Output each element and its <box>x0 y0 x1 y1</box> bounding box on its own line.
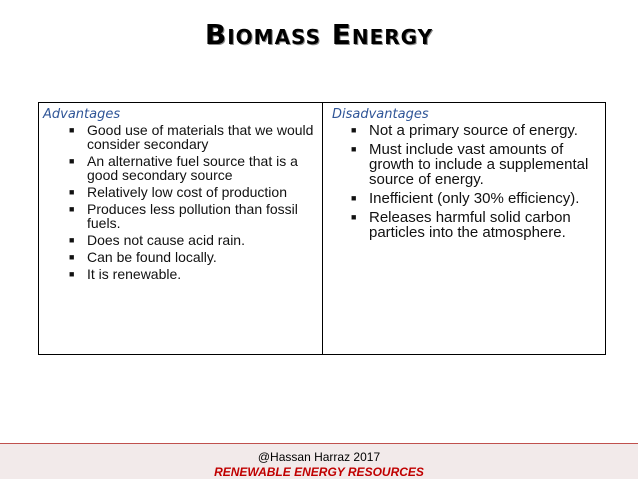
pros-cons-table <box>38 102 606 355</box>
advantages-item-text: Produces less pollution than fossil fuels. <box>87 201 298 231</box>
square-bullet-icon: ■ <box>69 235 75 245</box>
advantages-item <box>67 233 314 247</box>
square-bullet-icon: ■ <box>351 144 357 154</box>
advantages-item-text: Can be found locally. <box>87 249 217 265</box>
disadvantages-heading: Disadvantages <box>332 107 429 122</box>
disadvantages-item-text: Inefficient (only 30% efficiency). <box>369 190 580 207</box>
advantages-item-text: It is renewable. <box>87 266 182 282</box>
advantages-item-text: Good use of materials that we would consider secondary <box>87 122 314 152</box>
advantages-item-text: Does not cause acid rain. <box>87 232 245 248</box>
square-bullet-icon: ■ <box>351 125 357 135</box>
slide-title: Biomass Energy <box>204 18 434 51</box>
square-bullet-icon: ■ <box>69 269 75 279</box>
square-bullet-icon: ■ <box>69 187 75 197</box>
advantages-item <box>67 250 314 264</box>
advantages-column <box>39 103 323 354</box>
advantages-item <box>67 154 314 182</box>
advantages-item <box>67 185 314 199</box>
advantages-item-text: An alternative fuel source that is a good secondary source <box>87 153 298 183</box>
disadvantages-column <box>323 103 605 354</box>
footer-subtitle: RENEWABLE ENERGY RESOURCES <box>214 465 424 479</box>
disadvantages-item-text: Releases harmful solid carbon particles into the atmosphere. <box>369 209 571 241</box>
advantages-list <box>39 123 322 281</box>
disadvantages-item <box>349 191 589 206</box>
advantages-item-text: Relatively low cost of production <box>87 184 287 200</box>
advantages-heading: Advantages <box>43 107 121 122</box>
square-bullet-icon: ■ <box>69 252 75 262</box>
disadvantages-item-text: Not a primary source of energy. <box>369 122 578 139</box>
disadvantages-item <box>349 142 589 187</box>
square-bullet-icon: ■ <box>351 212 357 222</box>
square-bullet-icon: ■ <box>69 125 75 135</box>
advantages-item <box>67 267 314 281</box>
footer-credit: @Hassan Harraz 2017 <box>257 450 381 464</box>
advantages-item <box>67 202 314 230</box>
disadvantages-item <box>349 210 589 240</box>
square-bullet-icon: ■ <box>69 204 75 214</box>
square-bullet-icon: ■ <box>351 193 357 203</box>
advantages-item <box>67 123 314 151</box>
disadvantages-item <box>349 123 589 138</box>
square-bullet-icon: ■ <box>69 156 75 166</box>
disadvantages-item-text: Must include vast amounts of growth to include a supplemental source of energy. <box>369 141 589 188</box>
disadvantages-list <box>323 123 605 240</box>
